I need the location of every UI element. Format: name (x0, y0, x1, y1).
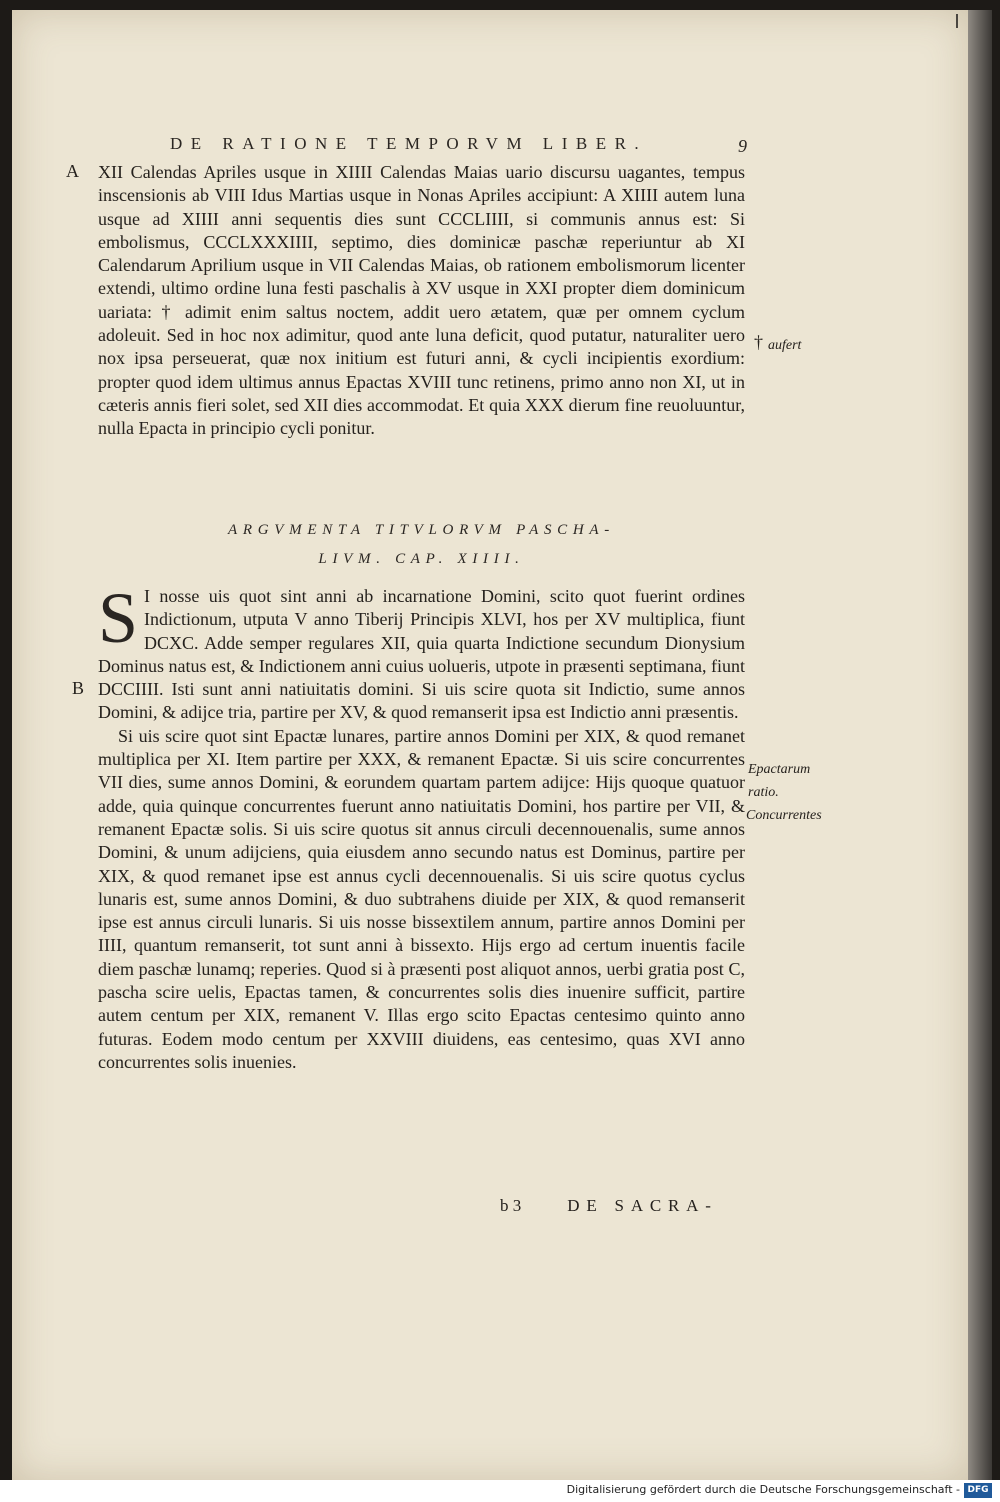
section-two-paragraph-1 (98, 578, 745, 725)
corner-mark (956, 14, 964, 28)
dfg-logo-icon: DFG (964, 1483, 992, 1498)
page-edge (968, 10, 992, 1480)
section-two (98, 578, 745, 1074)
margin-note-aufert: aufert (768, 338, 802, 353)
page-number: 9 (738, 136, 747, 156)
chapter-heading-line-2: LIVM. CAP. XIIII. (318, 551, 525, 567)
drop-cap: S (98, 578, 139, 658)
section-one-paragraph: XII Calendas Apriles usque in XIIII Calendas Maias uario discursu uagantes, tempus inscensionis ab VIII Idus Martias usque in Nonas Apriles accipiunt: A XIIII autem luna usque ad XIIII anni sequentis dies sunt CCCLIIII, si communis annus est: Si embolismus, CCCLXXXIIII, septimo, dies dominicæ paschæ reperiuntur ab XI Calendarum Aprilium usque in VII Calendas Maias, ob rationem embolismorum licenter extendi, ultimo ordine luna festi paschalis à XV usque in XXI propter diem dominicum uariata: † adimit enim saltus noctem, addit uero ætatem, quæ per omnem cyclum adoleuit. Sed in hoc nox adimitur, quod ante luna deficit, quod putatur, naturaliter uero nox ipsa perseuerat, quæ nox initium est futuri anni, & cycli incipientis exordium: propter quod idem ultimus annus Epactas XVIII tunc retinens, primo anno non XI, ut in cæteris annis fieri solet, sed XII dies accommodat. Et quia XXX dierum fine reuoluuntur, nulla Epacta in principio cycli ponitur. (98, 162, 745, 439)
paragraph-1-text: I nosse uis quot sint anni ab incarnatione Domini, scito quot fuerint ordines Indictionum, utputa V anno Tiberij Principis XLVI, hos per XV multiplica, fiunt DCXC. Adde semper regulares XII, quia quarta Indictione secundum Dionysium Dominus natus est, & Indictionem anni cuius uolueris, utpote in præsenti septimana, fiunt DCCIIII. Isti sunt anni natiuitatis domini. Si uis scire quota sit Indictio, sume annos Domini, & adijce tria, partire per XV, & quod remanserit ipsa est Indictio anni præsentis. (98, 586, 745, 723)
margin-letter-b: B (72, 678, 85, 698)
chapter-heading-line-1: ARGVMENTA TITVLORVM PASCHA- (228, 522, 615, 538)
margin-note-epactarum: Epactarum (748, 762, 811, 777)
margin-dagger: † (754, 332, 763, 352)
funding-credit: Digitalisierung gefördert durch die Deutsche Forschungsgemeinschaft - (566, 1483, 960, 1496)
signature-mark: b 3 (500, 1196, 522, 1215)
section-two-paragraph-2: Si uis scire quot sint Epactæ lunares, partire annos Domini per XIX, & quod remanet multiplica per XI. Item partire per XXX, & remanent Epactæ. Si uis scire concurrentes VII dies, sume annos Domini, & eorundem quartam partem adijce: Hijs quoque quatuor adde, quia quinque concurrentes fuerunt anno natiuitatis Domini, hos partire per VII, & remanent Epactæ solis. Si uis scire quotus sit annus circuli decennouenalis, sume annos Domini, & unum adijciens, quia eiusdem anno secundo natus est Dominus, partire per XIX, & quod remanet ipse est annus cycli decennouenalis. Si uis scire quotus cyclus lunaris est, sume annos Domini, & duo subtrahens diuide per XIX, & quod remanserit ipse est annus circuli lunaris. Si uis nosse bissextilem annum, partire annos Domini per IIII, quantum remanserit, tot sunt anni à bissexto. Hijs ergo ad certum inuentis facile diem paschæ lunamq; reperies. Quod si à præsenti post aliquot annos, uerbi gratia post C, pascha scire uelis, Epactas tamen, & concurrentes solis dies inuenire sufficit, partire autem centum per XIX, remanent V. Illas ergo scito Epactas centesimo quinto anno futuras. Eodem modo centum per XXVIII diuidens, eas centesimo, quas XVI anno concurrentes solis inuenies. (98, 725, 745, 1072)
running-title: DE RATIONE TEMPORVM LIBER. (170, 134, 648, 153)
margin-note-concurrentes: Concurrentes (746, 808, 822, 823)
catchword: DE SACRA- (567, 1196, 718, 1215)
credit-bar (0, 1480, 1000, 1502)
page-footer (500, 1196, 718, 1216)
section-one (98, 161, 745, 441)
margin-letter-a: A (66, 161, 79, 181)
margin-note-ratio: ratio. (748, 785, 779, 800)
